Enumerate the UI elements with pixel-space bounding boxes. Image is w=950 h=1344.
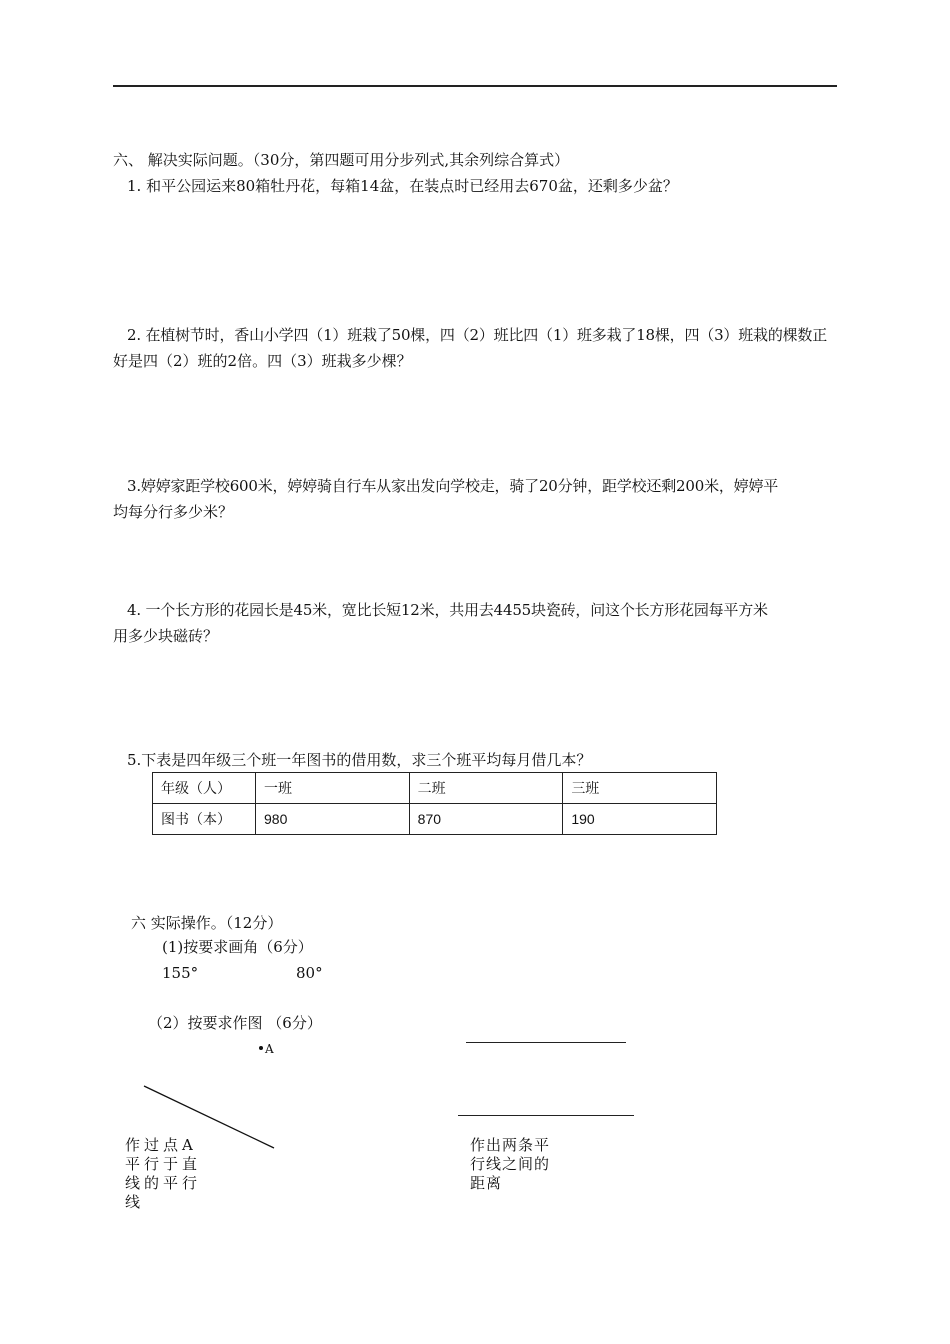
- angle-80: 80°: [296, 964, 323, 982]
- parallel-line-bottom: [458, 1115, 634, 1116]
- table-header-row: [153, 773, 717, 804]
- question-5: 5.下表是四年级三个班一年图书的借用数，求三个班平均每月借几本？: [127, 751, 592, 769]
- table-cell: 图书（本）: [153, 804, 256, 835]
- question-3-line-1: 3.婷婷家距学校600米，婷婷骑自行车从家出发向学校走，骑了20分钟，距学校还剩200米，婷婷平: [127, 477, 779, 495]
- question-4-line-1: 4. 一个长方形的花园长是45米，宽比长短12米，共用去4455块瓷砖，问这个长方形花园每平方米: [127, 601, 768, 619]
- task-parallel-through-a: 作过点A平行于直线的平行线: [125, 1136, 202, 1211]
- section-title: 六、 解决实际问题。（30分，第四题可用分步列式,其余列综合算式）: [113, 151, 570, 169]
- question-4-line-2: 用多少块磁砖？: [113, 627, 219, 645]
- table-cell: 980: [256, 804, 410, 835]
- operations-sub-1: (1)按要求画角（6分）: [162, 938, 313, 956]
- table-cell: 190: [563, 804, 717, 835]
- table-row: [153, 804, 717, 835]
- header-rule: [113, 85, 837, 87]
- question-2-line-1: 2. 在植树节时，香山小学四（1）班栽了50棵，四（2）班比四（1）班多栽了18棵，四（3）班栽的棵数正: [127, 326, 828, 344]
- task-distance-between-lines: 作出两条平行线之间的距离: [470, 1136, 551, 1192]
- table-cell: 二班: [409, 773, 563, 804]
- angle-155: 155°: [162, 964, 199, 982]
- point-a-dot: [259, 1046, 263, 1050]
- point-a-label: A: [265, 1042, 274, 1056]
- operations-sub-2: （2）按要求作图 （6分）: [148, 1014, 322, 1032]
- table-cell: 三班: [563, 773, 717, 804]
- book-borrow-table: [152, 772, 717, 835]
- table-cell: 一班: [256, 773, 410, 804]
- question-1: 1. 和平公园运来80箱牡丹花，每箱14盆，在装点时已经用去670盆，还剩多少盆？: [127, 177, 678, 195]
- table-cell: 年级（人）: [153, 773, 256, 804]
- operations-title: 六 实际操作。（12分）: [131, 914, 283, 932]
- question-3-line-2: 均每分行多少米？: [113, 503, 234, 521]
- table-cell: 870: [409, 804, 563, 835]
- parallel-line-top: [466, 1042, 626, 1043]
- question-2-line-2: 好是四（2）班的2倍。四（3）班栽多少棵？: [113, 352, 412, 370]
